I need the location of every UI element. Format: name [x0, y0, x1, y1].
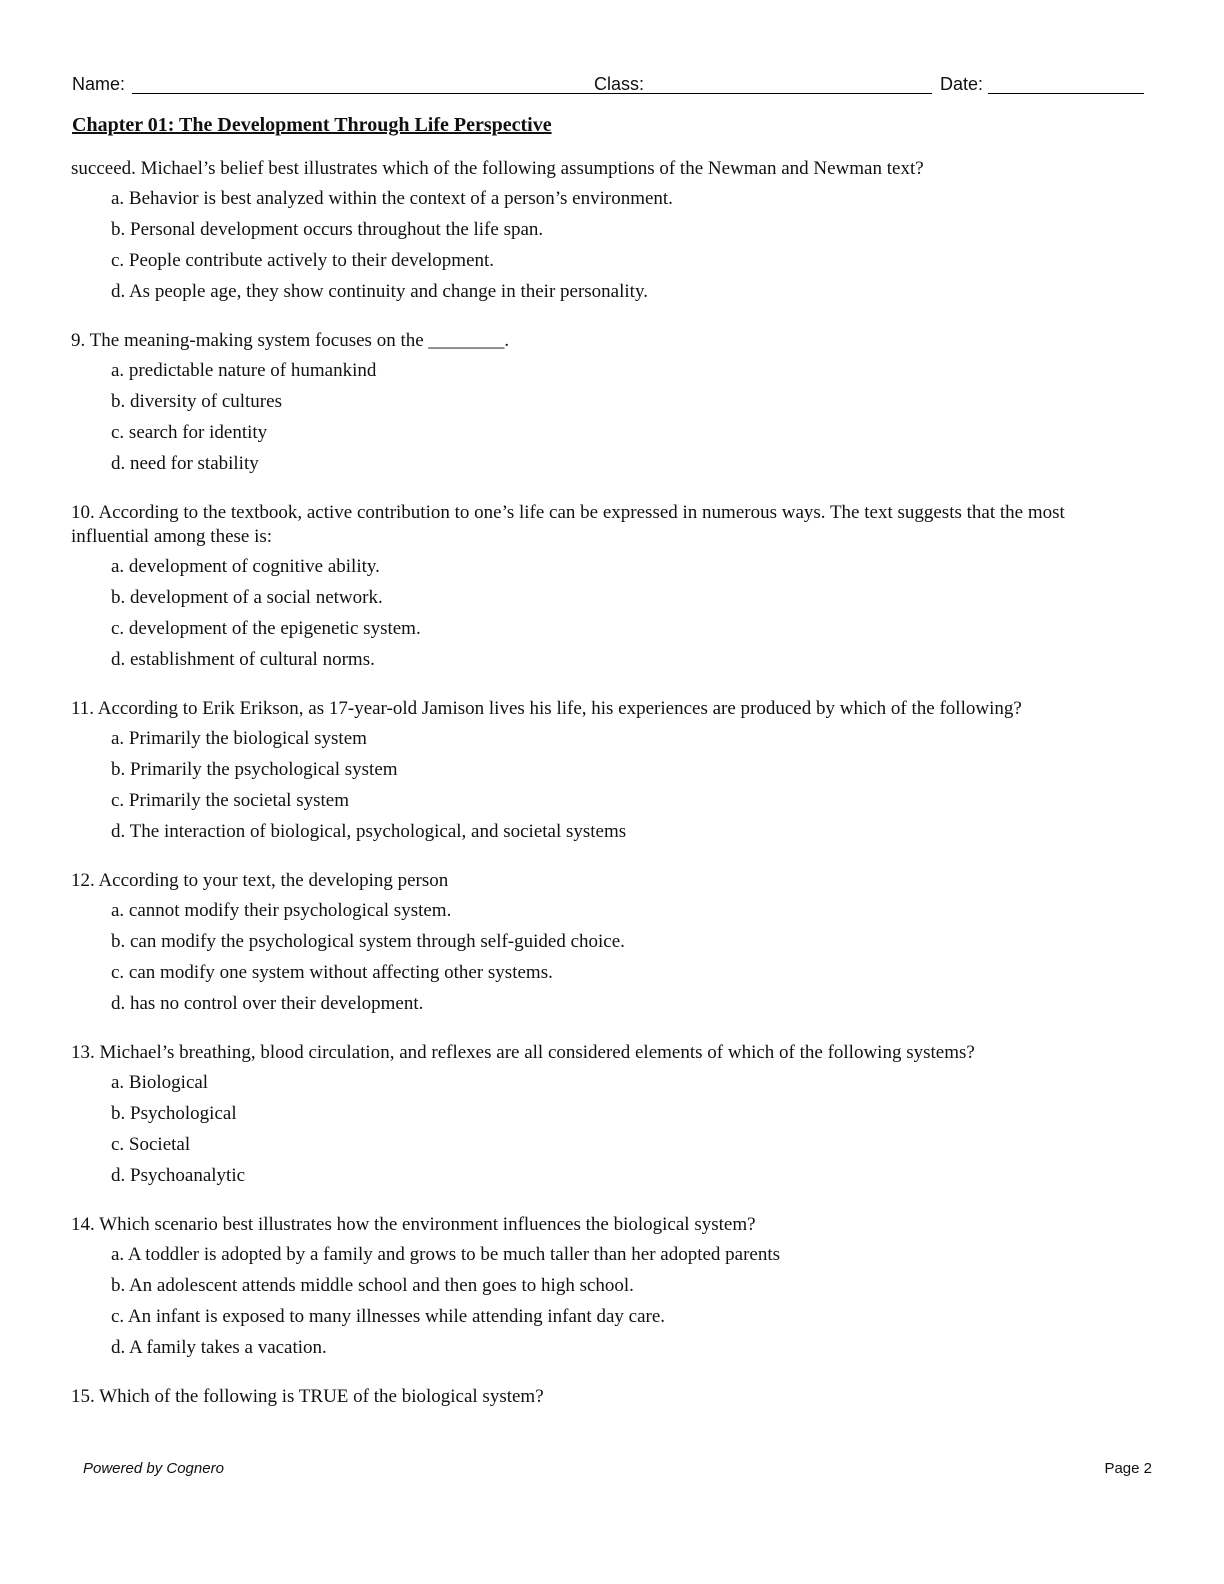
question-list: [71, 157, 1146, 1431]
question-stem: 15. Which of the following is TRUE of the biological system?: [71, 1386, 544, 1407]
question-9: [71, 329, 1146, 479]
choice-c: c. can modify one system without affecting other systems.: [111, 962, 553, 983]
worksheet-header: [72, 70, 1144, 100]
choice-b: b. can modify the psychological system through self-guided choice.: [111, 931, 625, 952]
choice-d: d. has no control over their development.: [111, 993, 424, 1014]
date-label: Date:: [940, 74, 984, 94]
choice-c: c. search for identity: [111, 422, 268, 443]
question-10: [71, 501, 1146, 675]
choice-b: b. Psychological: [111, 1103, 237, 1124]
choice-c: c. An infant is exposed to many illnesses while attending infant day care.: [111, 1306, 666, 1327]
choice-d: d. The interaction of biological, psychological, and societal systems: [111, 821, 627, 842]
choice-b: b. Primarily the psychological system: [111, 759, 398, 780]
choice-b: b. diversity of cultures: [111, 391, 282, 412]
choice-d: d. A family takes a vacation.: [111, 1337, 327, 1358]
choice-d: d. As people age, they show continuity and change in their personality.: [111, 281, 648, 302]
choice-a: a. predictable nature of humankind: [111, 360, 377, 381]
choice-a: a. Biological: [111, 1072, 209, 1093]
choice-a: a. A toddler is adopted by a family and grows to be much taller than her adopted parents: [111, 1244, 781, 1265]
choice-c: c. Primarily the societal system: [111, 790, 349, 811]
question-continuation: [71, 157, 1146, 307]
chapter-title: Chapter 01: The Development Through Life Perspective: [72, 114, 552, 136]
name-label: Name:: [72, 74, 126, 94]
class-label: Class:: [594, 74, 645, 94]
name-field-line[interactable]: [132, 93, 660, 94]
choice-c: c. People contribute actively to their development.: [111, 250, 495, 271]
choice-c: c. Societal: [111, 1134, 191, 1155]
page-number: Page 2: [1104, 1460, 1152, 1477]
question-stem: succeed. Michael’s belief best illustrates which of the following assumptions of the Newman and Newman text?: [71, 158, 924, 179]
question-13: [71, 1041, 1146, 1191]
choice-b: b. An adolescent attends middle school and then goes to high school.: [111, 1275, 634, 1296]
question-stem: 9. The meaning-making system focuses on the ________.: [71, 330, 510, 351]
choice-a: a. Behavior is best analyzed within the context of a person’s environment.: [111, 188, 673, 209]
question-stem: 11. According to Erik Erikson, as 17-year-old Jamison lives his life, his experiences are produced by which of the following?: [71, 698, 1022, 719]
choice-d: d. Psychoanalytic: [111, 1165, 246, 1186]
question-stem: 13. Michael’s breathing, blood circulation, and reflexes are all considered elements of which of the following systems?: [71, 1042, 975, 1063]
question-12: [71, 869, 1146, 1019]
question-stem: 14. Which scenario best illustrates how the environment influences the biological system?: [71, 1214, 756, 1235]
choice-a: a. cannot modify their psychological system.: [111, 900, 452, 921]
question-stem: 10. According to the textbook, active contribution to one’s life can be expressed in numerous ways. The text suggests that the most influential among these is:: [71, 502, 1065, 547]
choice-a: a. development of cognitive ability.: [111, 556, 380, 577]
date-field-line[interactable]: [988, 93, 1144, 94]
choice-d: d. establishment of cultural norms.: [111, 649, 375, 670]
class-field-line[interactable]: [650, 93, 932, 94]
question-15: [71, 1385, 1146, 1409]
choice-a: a. Primarily the biological system: [111, 728, 367, 749]
question-11: [71, 697, 1146, 847]
choice-d: d. need for stability: [111, 453, 259, 474]
powered-by-label: Powered by Cognero: [83, 1460, 224, 1477]
choice-b: b. Personal development occurs throughout the life span.: [111, 219, 544, 240]
question-14: [71, 1213, 1146, 1363]
question-stem: 12. According to your text, the developing person: [71, 870, 449, 891]
choice-b: b. development of a social network.: [111, 587, 383, 608]
choice-c: c. development of the epigenetic system.: [111, 618, 421, 639]
